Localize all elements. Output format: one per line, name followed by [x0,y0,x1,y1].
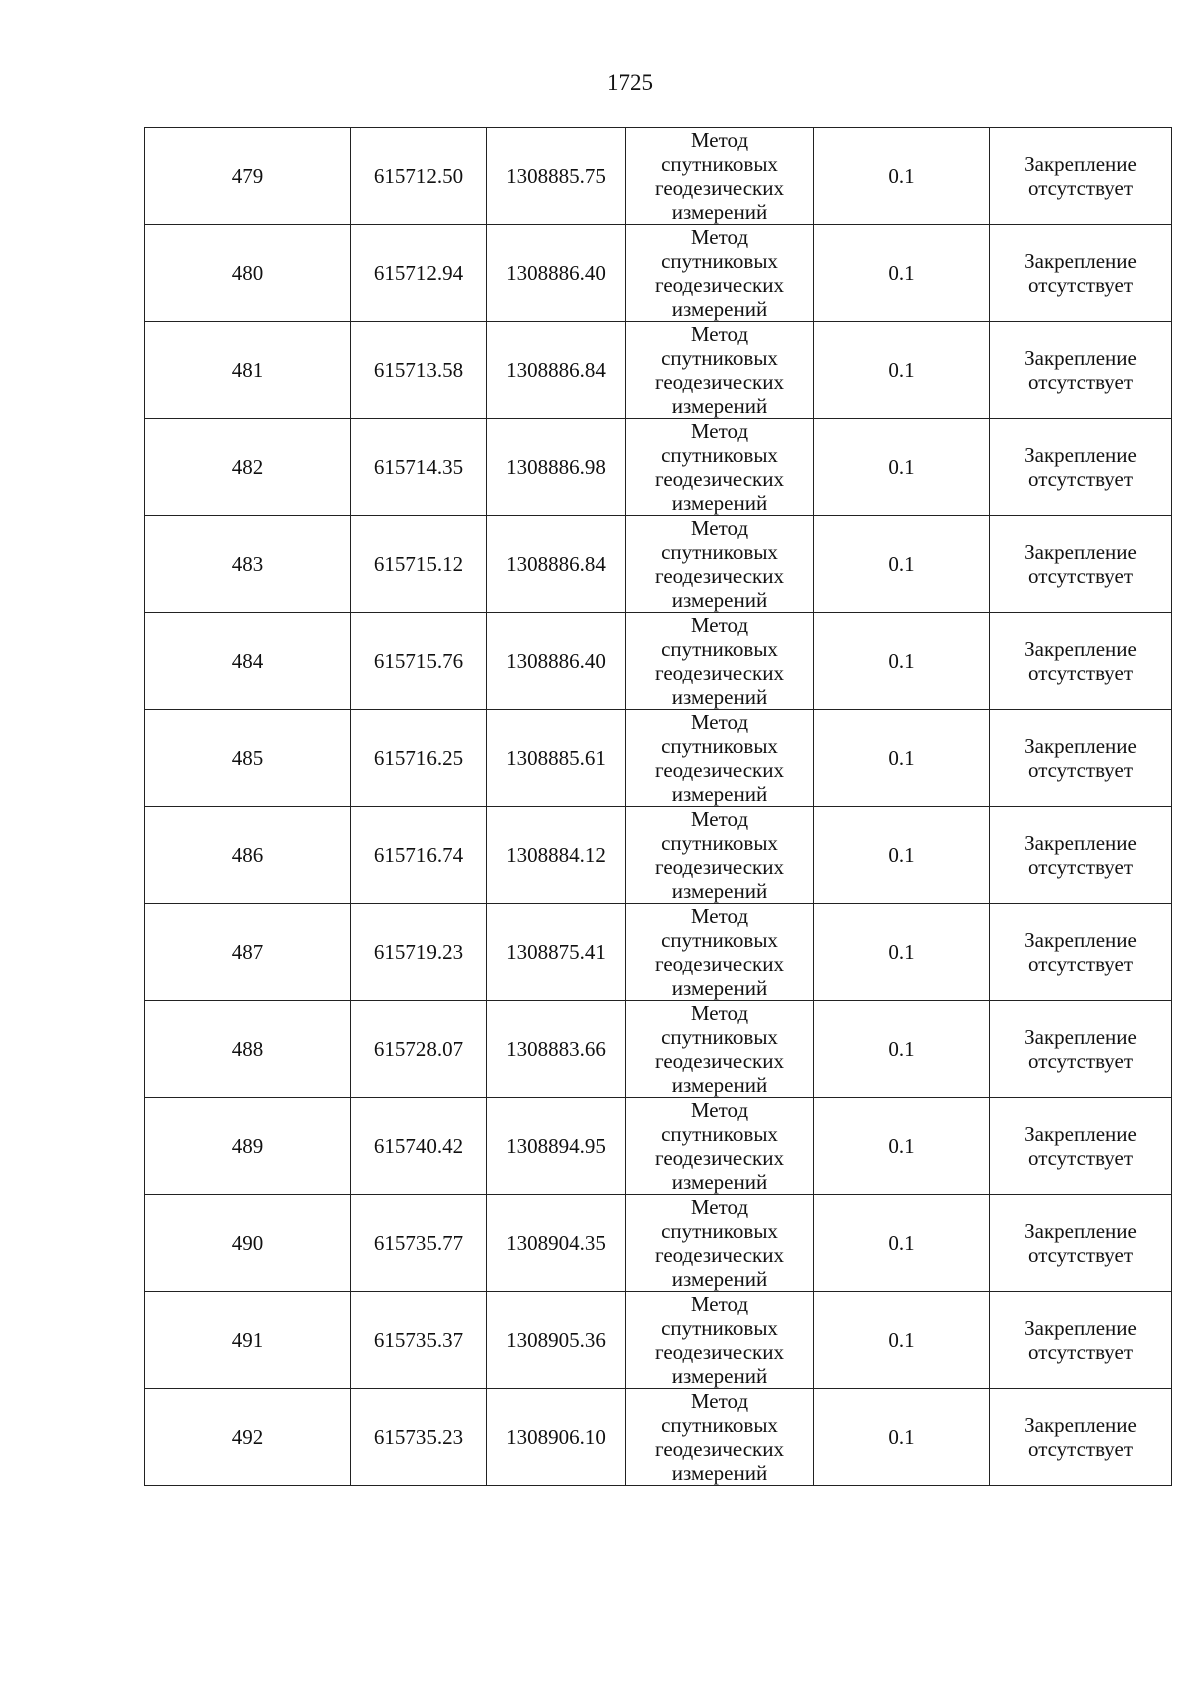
x-coordinate-cell [351,710,487,807]
x-coordinate-cell [351,807,487,904]
x-coordinate: 615735.37 [373,1328,464,1352]
point-number: 480 [231,261,264,285]
method-line: измерений [671,1073,768,1097]
y-coordinate: 1308886.40 [506,261,606,285]
fixing-line: Закрепление [1024,734,1137,758]
x-coordinate: 615714.35 [373,455,464,479]
point-number-cell [145,1195,351,1292]
accuracy-cell [814,613,990,710]
method-cell [626,1195,814,1292]
table-row [145,516,1172,613]
accuracy-cell [814,904,990,1001]
accuracy-value: 0.1 [888,1037,915,1061]
y-coordinate-cell [487,710,626,807]
method-cell [626,516,814,613]
method-line: геодезических [654,661,784,685]
y-coordinate: 1308886.84 [506,552,606,576]
method-line: Метод [690,904,749,928]
fixing-cell [990,1195,1172,1292]
accuracy-cell [814,419,990,516]
method-cell [626,1292,814,1389]
accuracy-value: 0.1 [888,1328,915,1352]
method-line: измерений [671,1364,768,1388]
table-row [145,225,1172,322]
accuracy-cell [814,1389,990,1486]
method-line: геодезических [654,564,784,588]
table-row [145,904,1172,1001]
accuracy-value: 0.1 [888,552,915,576]
method-line: измерений [671,1170,768,1194]
method-line: спутниковых [661,443,778,467]
fixing-cell [990,516,1172,613]
point-number-cell [145,419,351,516]
method-line: измерений [671,297,768,321]
y-coordinate-cell [487,128,626,225]
y-coordinate-cell [487,1098,626,1195]
accuracy-cell [814,1195,990,1292]
accuracy-cell [814,1292,990,1389]
fixing-cell [990,322,1172,419]
method-line: геодезических [654,1437,784,1461]
fixing-cell [990,419,1172,516]
y-coordinate: 1308875.41 [506,940,606,964]
table-row [145,1195,1172,1292]
fixing-line: отсутствует [1027,176,1134,200]
accuracy-value: 0.1 [888,164,915,188]
method-line: измерений [671,879,768,903]
point-number-cell [145,516,351,613]
method-line: геодезических [654,1146,784,1170]
point-number-cell [145,225,351,322]
y-coordinate: 1308886.98 [506,455,606,479]
fixing-cell [990,904,1172,1001]
accuracy-cell [814,322,990,419]
x-coordinate: 615715.12 [373,552,464,576]
accuracy-value: 0.1 [888,261,915,285]
accuracy-value: 0.1 [888,1425,915,1449]
point-number: 482 [231,455,264,479]
x-coordinate-cell [351,1001,487,1098]
method-line: спутниковых [661,152,778,176]
y-coordinate: 1308883.66 [506,1037,606,1061]
method-line: спутниковых [661,1413,778,1437]
point-number: 483 [231,552,264,576]
method-cell [626,613,814,710]
method-cell [626,904,814,1001]
table-row [145,1098,1172,1195]
table-row [145,1001,1172,1098]
method-line: Метод [690,613,749,637]
accuracy-value: 0.1 [888,843,915,867]
fixing-line: отсутствует [1027,855,1134,879]
point-number-cell [145,1098,351,1195]
y-coordinate-cell [487,807,626,904]
fixing-line: Закрепление [1024,346,1137,370]
x-coordinate: 615740.42 [373,1134,464,1158]
point-number: 489 [231,1134,264,1158]
fixing-cell [990,1389,1172,1486]
method-line: спутниковых [661,1219,778,1243]
table-row [145,128,1172,225]
accuracy-cell [814,1098,990,1195]
fixing-line: отсутствует [1027,1243,1134,1267]
x-coordinate: 615735.77 [373,1231,464,1255]
method-line: измерений [671,976,768,1000]
method-cell [626,322,814,419]
point-number: 490 [231,1231,264,1255]
method-line: геодезических [654,1243,784,1267]
fixing-line: Закрепление [1024,249,1137,273]
x-coordinate: 615712.50 [373,164,464,188]
x-coordinate: 615719.23 [373,940,464,964]
method-line: Метод [690,322,749,346]
accuracy-cell [814,225,990,322]
method-cell [626,1389,814,1486]
x-coordinate-cell [351,322,487,419]
point-number: 488 [231,1037,264,1061]
method-cell [626,807,814,904]
method-cell [626,225,814,322]
method-line: геодезических [654,370,784,394]
method-line: Метод [690,1389,749,1413]
y-coordinate-cell [487,1292,626,1389]
y-coordinate: 1308886.40 [506,649,606,673]
x-coordinate-cell [351,904,487,1001]
x-coordinate-cell [351,128,487,225]
method-line: геодезических [654,467,784,491]
point-number-cell [145,613,351,710]
accuracy-cell [814,128,990,225]
method-line: Метод [690,225,749,249]
fixing-line: Закрепление [1024,152,1137,176]
method-line: спутниковых [661,734,778,758]
method-line: спутниковых [661,346,778,370]
y-coordinate: 1308906.10 [506,1425,606,1449]
point-number: 486 [231,843,264,867]
method-line: измерений [671,1267,768,1291]
fixing-line: Закрепление [1024,637,1137,661]
table-body [145,128,1172,1486]
fixing-line: Закрепление [1024,443,1137,467]
accuracy-value: 0.1 [888,1134,915,1158]
accuracy-value: 0.1 [888,649,915,673]
method-line: Метод [690,1098,749,1122]
accuracy-value: 0.1 [888,1231,915,1255]
method-line: геодезических [654,855,784,879]
table-row [145,1292,1172,1389]
x-coordinate: 615728.07 [373,1037,464,1061]
method-line: Метод [690,710,749,734]
method-line: Метод [690,807,749,831]
point-number: 485 [231,746,264,770]
y-coordinate: 1308885.61 [506,746,606,770]
method-line: Метод [690,128,749,152]
point-number: 491 [231,1328,264,1352]
accuracy-cell [814,1001,990,1098]
table-row [145,613,1172,710]
fixing-cell [990,807,1172,904]
method-line: Метод [690,1001,749,1025]
point-number-cell [145,1001,351,1098]
x-coordinate: 615712.94 [373,261,464,285]
table-row [145,710,1172,807]
point-number-cell [145,904,351,1001]
method-line: Метод [690,419,749,443]
y-coordinate-cell [487,419,626,516]
method-line: спутниковых [661,249,778,273]
y-coordinate: 1308905.36 [506,1328,606,1352]
x-coordinate-cell [351,613,487,710]
table-row [145,1389,1172,1486]
point-number: 487 [231,940,264,964]
y-coordinate: 1308885.75 [506,164,606,188]
fixing-cell [990,613,1172,710]
method-line: измерений [671,394,768,418]
accuracy-value: 0.1 [888,455,915,479]
fixing-cell [990,225,1172,322]
x-coordinate-cell [351,225,487,322]
accuracy-value: 0.1 [888,746,915,770]
fixing-line: отсутствует [1027,1146,1134,1170]
method-line: геодезических [654,758,784,782]
accuracy-value: 0.1 [888,358,915,382]
method-cell [626,419,814,516]
x-coordinate: 615735.23 [373,1425,464,1449]
method-line: геодезических [654,273,784,297]
method-line: Метод [690,1292,749,1316]
page-number: 1725 [607,70,653,95]
fixing-cell [990,710,1172,807]
y-coordinate-cell [487,904,626,1001]
table-row [145,322,1172,419]
method-line: спутниковых [661,928,778,952]
method-cell [626,128,814,225]
point-number-cell [145,128,351,225]
method-cell [626,710,814,807]
method-line: Метод [690,516,749,540]
x-coordinate-cell [351,1389,487,1486]
y-coordinate-cell [487,1001,626,1098]
method-line: геодезических [654,952,784,976]
method-cell [626,1098,814,1195]
fixing-line: отсутствует [1027,1437,1134,1461]
point-number: 479 [231,164,264,188]
point-number-cell [145,1389,351,1486]
y-coordinate-cell [487,516,626,613]
accuracy-cell [814,710,990,807]
method-cell [626,1001,814,1098]
method-line: геодезических [654,1340,784,1364]
point-number: 484 [231,649,264,673]
method-line: геодезических [654,176,784,200]
method-line: измерений [671,782,768,806]
point-number: 481 [231,358,264,382]
y-coordinate-cell [487,613,626,710]
fixing-line: отсутствует [1027,758,1134,782]
y-coordinate-cell [487,322,626,419]
fixing-cell [990,1001,1172,1098]
y-coordinate-cell [487,1389,626,1486]
fixing-line: Закрепление [1024,1413,1137,1437]
fixing-line: отсутствует [1027,661,1134,685]
x-coordinate-cell [351,1292,487,1389]
x-coordinate: 615713.58 [373,358,464,382]
x-coordinate-cell [351,1195,487,1292]
point-number-cell [145,1292,351,1389]
x-coordinate: 615715.76 [373,649,464,673]
fixing-line: отсутствует [1027,370,1134,394]
x-coordinate-cell [351,1098,487,1195]
method-line: спутниковых [661,540,778,564]
table-row [145,419,1172,516]
method-line: спутниковых [661,1316,778,1340]
fixing-line: отсутствует [1027,1340,1134,1364]
fixing-cell [990,1098,1172,1195]
method-line: спутниковых [661,831,778,855]
accuracy-cell [814,516,990,613]
y-coordinate: 1308894.95 [506,1134,606,1158]
x-coordinate: 615716.74 [373,843,464,867]
method-line: спутниковых [661,637,778,661]
fixing-line: Закрепление [1024,831,1137,855]
method-line: измерений [671,200,768,224]
method-line: измерений [671,588,768,612]
fixing-cell [990,1292,1172,1389]
fixing-line: отсутствует [1027,273,1134,297]
point-number: 492 [231,1425,264,1449]
method-line: геодезических [654,1049,784,1073]
table-row [145,807,1172,904]
method-line: измерений [671,1461,768,1485]
fixing-line: отсутствует [1027,1049,1134,1073]
y-coordinate: 1308884.12 [506,843,606,867]
method-line: измерений [671,491,768,515]
method-line: спутниковых [661,1122,778,1146]
fixing-line: отсутствует [1027,467,1134,491]
fixing-line: Закрепление [1024,1025,1137,1049]
y-coordinate: 1308904.35 [506,1231,606,1255]
y-coordinate-cell [487,225,626,322]
coordinates-table [144,127,1172,1486]
y-coordinate-cell [487,1195,626,1292]
fixing-line: отсутствует [1027,564,1134,588]
method-line: измерений [671,685,768,709]
fixing-line: Закрепление [1024,1122,1137,1146]
point-number-cell [145,322,351,419]
x-coordinate: 615716.25 [373,746,464,770]
fixing-line: Закрепление [1024,540,1137,564]
x-coordinate-cell [351,419,487,516]
method-line: Метод [690,1195,749,1219]
fixing-cell [990,128,1172,225]
fixing-line: Закрепление [1024,928,1137,952]
fixing-line: Закрепление [1024,1219,1137,1243]
method-line: спутниковых [661,1025,778,1049]
fixing-line: Закрепление [1024,1316,1137,1340]
accuracy-cell [814,807,990,904]
x-coordinate-cell [351,516,487,613]
fixing-line: отсутствует [1027,952,1134,976]
point-number-cell [145,807,351,904]
point-number-cell [145,710,351,807]
accuracy-value: 0.1 [888,940,915,964]
y-coordinate: 1308886.84 [506,358,606,382]
